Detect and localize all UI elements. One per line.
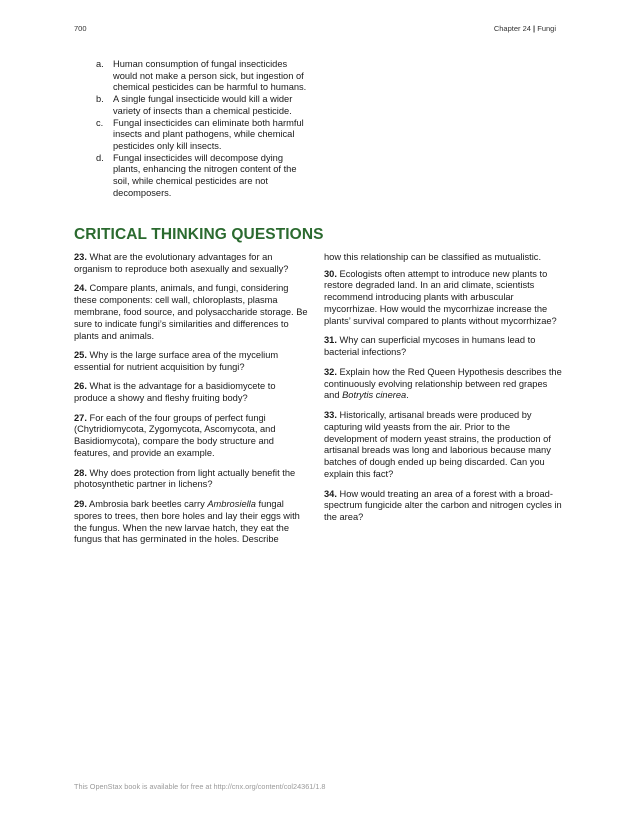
question-29-continued: how this relationship can be classified as mutualistic. xyxy=(324,252,542,262)
question-33 xyxy=(324,410,562,481)
question-28 xyxy=(74,468,310,492)
question-text: Why is the large surface area of the mycelium essential for nutrient acquisition by fungi? xyxy=(74,350,279,373)
section-title: CRITICAL THINKING QUESTIONS xyxy=(74,226,324,243)
chapter-number: Chapter 24 xyxy=(493,24,531,33)
species-name: Ambrosiella xyxy=(207,498,256,509)
question-27 xyxy=(74,413,310,461)
question-text: How would treating an area of a forest with a broad-spectrum fungicide alter the carbon and nitrogen cycles in the area? xyxy=(324,488,562,523)
question-number: 34. xyxy=(324,488,337,499)
question-text: Compare plants, animals, and fungi, considering these components: cell wall, chloroplasts, plasma membrane, food source, and polysaccharide storage. Be sure to indicate fungi’s similarities and differences to plants and animals. xyxy=(74,283,308,341)
question-text: Why does protection from light actually benefit the photosynthetic partner in lichens? xyxy=(74,467,296,490)
question-23 xyxy=(74,252,310,276)
question-number: 25. xyxy=(74,350,87,361)
footer-availability-note: This OpenStax book is available for free at http://cnx.org/content/col24361/1.8 xyxy=(74,782,326,791)
option-letter: c. xyxy=(96,117,104,128)
question-26 xyxy=(74,381,310,405)
question-text: For each of the four groups of perfect fungi (Chytridiomycota, Zygomycota, Ascomycota, and Basidiomycota), compare the body structure and features, and provide an example. xyxy=(74,412,276,459)
question-number: 33. xyxy=(324,409,337,420)
question-29 xyxy=(74,499,310,547)
option-text: Human consumption of fungal insecticides would not make a person sick, but ingestion of chemical pesticides can be harmful to humans. xyxy=(113,59,307,93)
question-34 xyxy=(324,489,562,525)
answer-option-a xyxy=(96,59,308,94)
question-32 xyxy=(324,367,562,403)
option-letter: a. xyxy=(96,59,104,69)
question-number: 26. xyxy=(74,381,87,392)
answer-options-list xyxy=(96,59,308,199)
header-separator: | xyxy=(530,24,538,33)
question-text: Explain how the Red Queen Hypothesis describes the continuously evolving relationship between red grapes and xyxy=(324,366,562,401)
question-number: 31. xyxy=(324,335,337,346)
question-text: Ecologists often attempt to introduce new plants to restore degraded land. In an arid climate, scientists recommend introducing plants with arbuscular mycorrhizae. How would the mycorrhizae increase the plants’ survival compared to plants without mycorrhizae? xyxy=(324,268,557,327)
question-number: 24. xyxy=(74,283,87,294)
option-text: A single fungal insecticide would kill a wider variety of insects than a chemical pesticide. xyxy=(113,94,293,116)
option-letter: b. xyxy=(96,94,104,105)
question-30 xyxy=(324,269,562,329)
option-text: Fungal insecticides will decompose dying plants, enhancing the nitrogen content of the soil, while chemical pesticides are not decomposers. xyxy=(113,152,297,198)
question-text: Ambrosia bark beetles carry xyxy=(86,498,208,509)
left-column xyxy=(74,252,310,554)
right-column xyxy=(324,252,562,532)
question-text: What is the advantage for a basidiomycete to produce a showy and fleshy fruiting body? xyxy=(74,381,276,404)
question-25 xyxy=(74,350,310,374)
chapter-title: Fungi xyxy=(537,24,556,33)
option-text: Fungal insecticides can eliminate both harmful insects and plant pathogens, while chemical pesticides only kill insects. xyxy=(113,117,304,151)
question-text: What are the evolutionary advantages for an organism to reproduce both asexually and sexually? xyxy=(74,252,289,274)
option-letter: d. xyxy=(96,152,104,163)
species-name: Botrytis cinerea xyxy=(342,390,407,401)
question-24 xyxy=(74,283,310,343)
question-number: 30. xyxy=(324,268,337,279)
answer-option-d xyxy=(96,153,308,200)
question-number: 27. xyxy=(74,412,87,423)
question-number: 29. xyxy=(74,498,87,509)
page-number: 700 xyxy=(74,24,87,33)
question-text: fungal spores to trees, then bore holes and lay their eggs with the fungus. When the new larvae hatch, they eat the fungus that has germinated in the holes. Describe xyxy=(74,498,300,545)
question-number: 23. xyxy=(74,252,87,262)
question-number: 32. xyxy=(324,366,337,377)
question-text: . xyxy=(406,390,409,401)
answer-option-b xyxy=(96,94,308,117)
running-header xyxy=(494,24,556,33)
question-number: 28. xyxy=(74,467,87,478)
question-text: Why can superficial mycoses in humans lead to bacterial infections? xyxy=(324,335,536,358)
question-31 xyxy=(324,335,562,359)
answer-option-c xyxy=(96,118,308,153)
question-text: Historically, artisanal breads were produced by capturing wild yeasts from the air. Prior to the development of modern yeast strains, the production of artisanal breads was long and laborious because many batches of dough ended up being discarded. Can you explain this fact? xyxy=(324,409,551,480)
